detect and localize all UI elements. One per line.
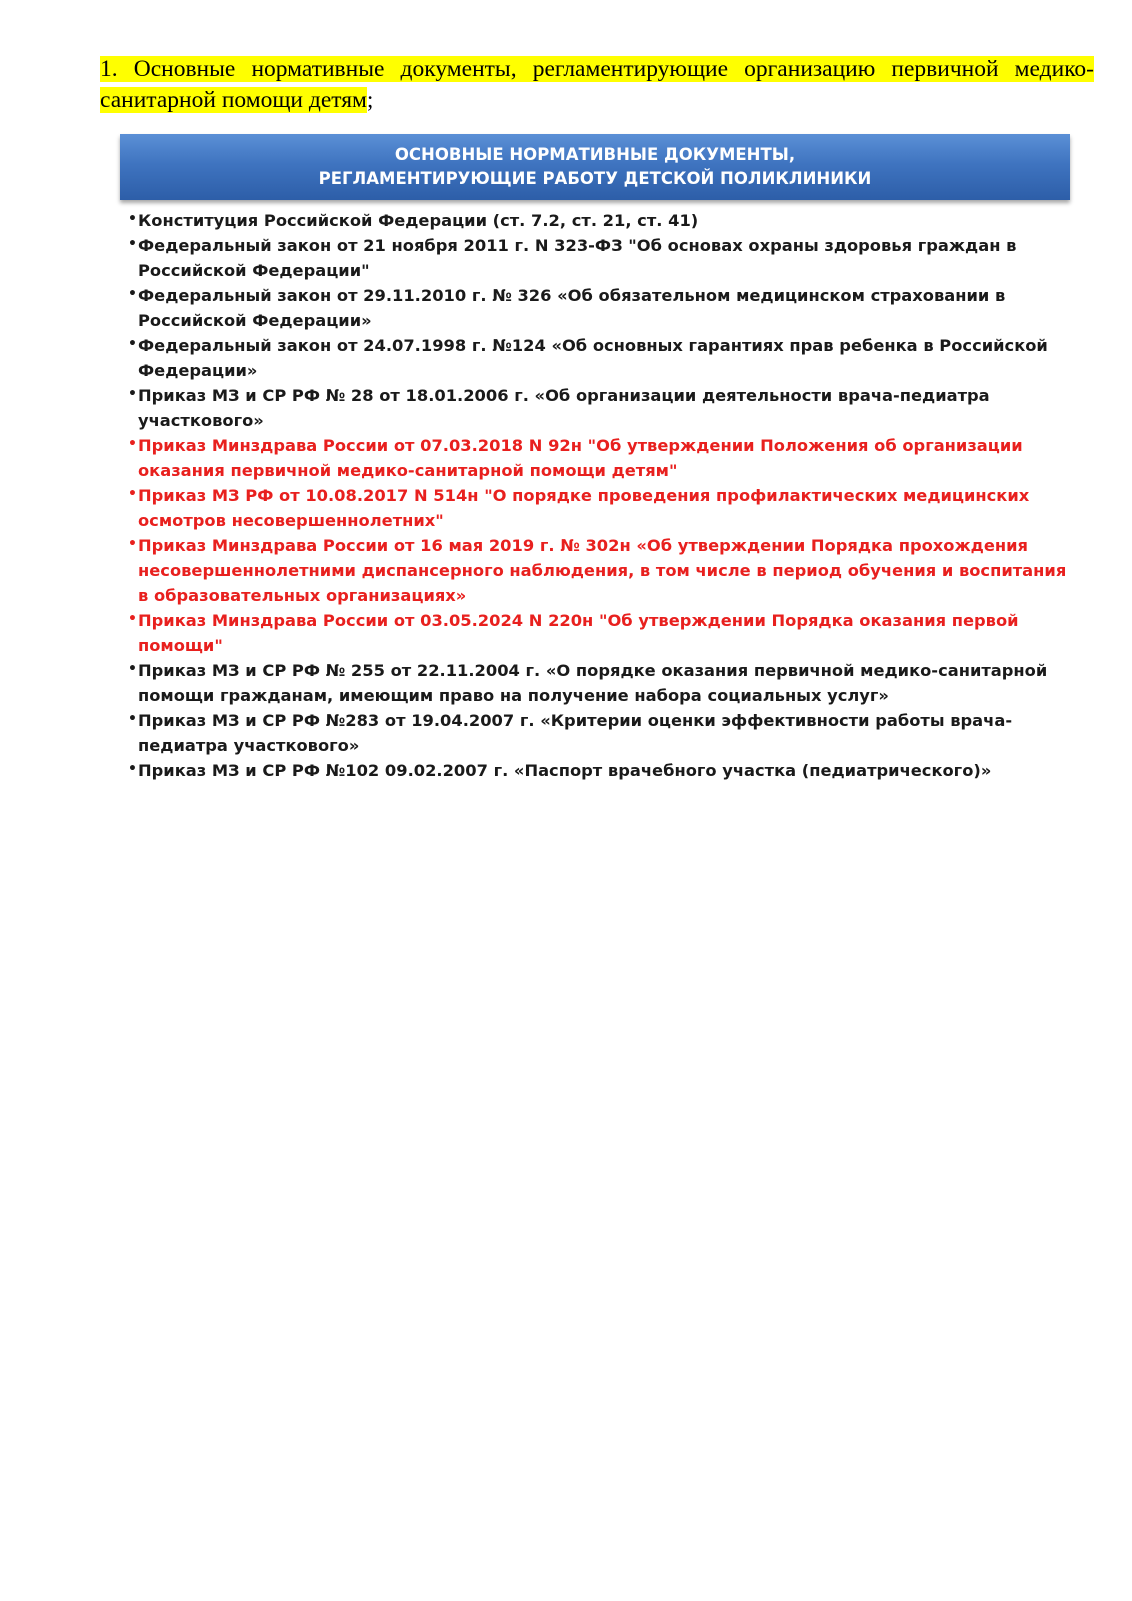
slide-title-line-1: ОСНОВНЫЕ НОРМАТИВНЫЕ ДОКУМЕНТЫ, <box>394 145 796 164</box>
document-list-item <box>128 608 1070 658</box>
document-list-item-text: Федеральный закон от 29.11.2010 г. № 326 «Об обязательном медицинском страховании в Российской Федерации» <box>138 286 1006 330</box>
document-list-item <box>128 708 1070 758</box>
bullet-icon: • <box>128 486 137 502</box>
document-list-item-text: Федеральный закон от 24.07.1998 г. №124 «Об основных гарантиях прав ребенка в Российской Федерации» <box>138 336 1048 380</box>
document-list-item-text: Приказ МЗ РФ от 10.08.2017 N 514н "О порядке проведения профилактических медицинских осмотров несовершеннолетних" <box>138 486 1030 530</box>
document-list-item-text: Приказ Минздрава России от 03.05.2024 N 220н "Об утверждении Порядка оказания первой помощи" <box>138 611 1019 655</box>
document-list-item <box>128 283 1070 333</box>
bullet-icon: • <box>128 336 137 352</box>
document-list-item <box>128 658 1070 708</box>
bullet-icon: • <box>128 236 137 252</box>
document-list-item-text: Приказ Минздрава России от 16 мая 2019 г. № 302н «Об утверждении Порядка прохождения несовершеннолетними диспансерного наблюдения, в том числе в период обучения и воспитания в образовательных организациях» <box>138 536 1067 605</box>
section-heading <box>100 54 1094 116</box>
document-list-item <box>128 758 1070 783</box>
document-list-item <box>128 533 1070 608</box>
slide-title-line-2: РЕГЛАМЕНТИРУЮЩИЕ РАБОТУ ДЕТСКОЙ ПОЛИКЛИНИКИ <box>318 169 872 188</box>
document-list-item <box>128 483 1070 533</box>
bullet-icon: • <box>128 661 137 677</box>
bullet-icon: • <box>128 611 137 627</box>
document-list-item <box>128 383 1070 433</box>
slide-title-banner <box>120 134 1070 200</box>
heading-tail: ; <box>366 87 374 113</box>
bullet-icon: • <box>128 286 137 302</box>
document-list-item-text: Приказ Минздрава России от 07.03.2018 N 92н "Об утверждении Положения об организации оказания первичной медико-санитарной помощи детям" <box>138 436 1023 480</box>
slide-image <box>120 134 1070 783</box>
bullet-icon: • <box>128 761 137 777</box>
bullet-icon: • <box>128 211 137 227</box>
document-list <box>120 208 1070 783</box>
bullet-icon: • <box>128 536 137 552</box>
bullet-icon: • <box>128 711 137 727</box>
bullet-icon: • <box>128 436 137 452</box>
document-list-item-text: Конституция Российской Федерации (ст. 7.2, ст. 21, ст. 41) <box>138 211 699 230</box>
document-list-item <box>128 233 1070 283</box>
document-list-item-text: Приказ МЗ и СР РФ №102 09.02.2007 г. «Паспорт врачебного участка (педиатрического)» <box>138 761 992 780</box>
document-list-item <box>128 208 1070 233</box>
document-list-item-text: Приказ МЗ и СР РФ №283 от 19.04.2007 г. «Критерии оценки эффективности работы врача-педиатра участкового» <box>138 711 1013 755</box>
heading-highlighted-text: 1. Основные нормативные документы, регламентирующие организацию первичной медико-санитарной помощи детям <box>100 56 1094 113</box>
document-list-item-text: Федеральный закон от 21 ноября 2011 г. N 323-ФЗ "Об основах охраны здоровья граждан в Российской Федерации" <box>138 236 1017 280</box>
document-list-item-text: Приказ МЗ и СР РФ № 255 от 22.11.2004 г. «О порядке оказания первичной медико-санитарной помощи гражданам, имеющим право на получение набора социальных услуг» <box>138 661 1048 705</box>
document-list-item <box>128 333 1070 383</box>
document-list-item <box>128 433 1070 483</box>
bullet-icon: • <box>128 386 137 402</box>
document-list-item-text: Приказ МЗ и СР РФ № 28 от 18.01.2006 г. «Об организации деятельности врача-педиатра участкового» <box>138 386 990 430</box>
